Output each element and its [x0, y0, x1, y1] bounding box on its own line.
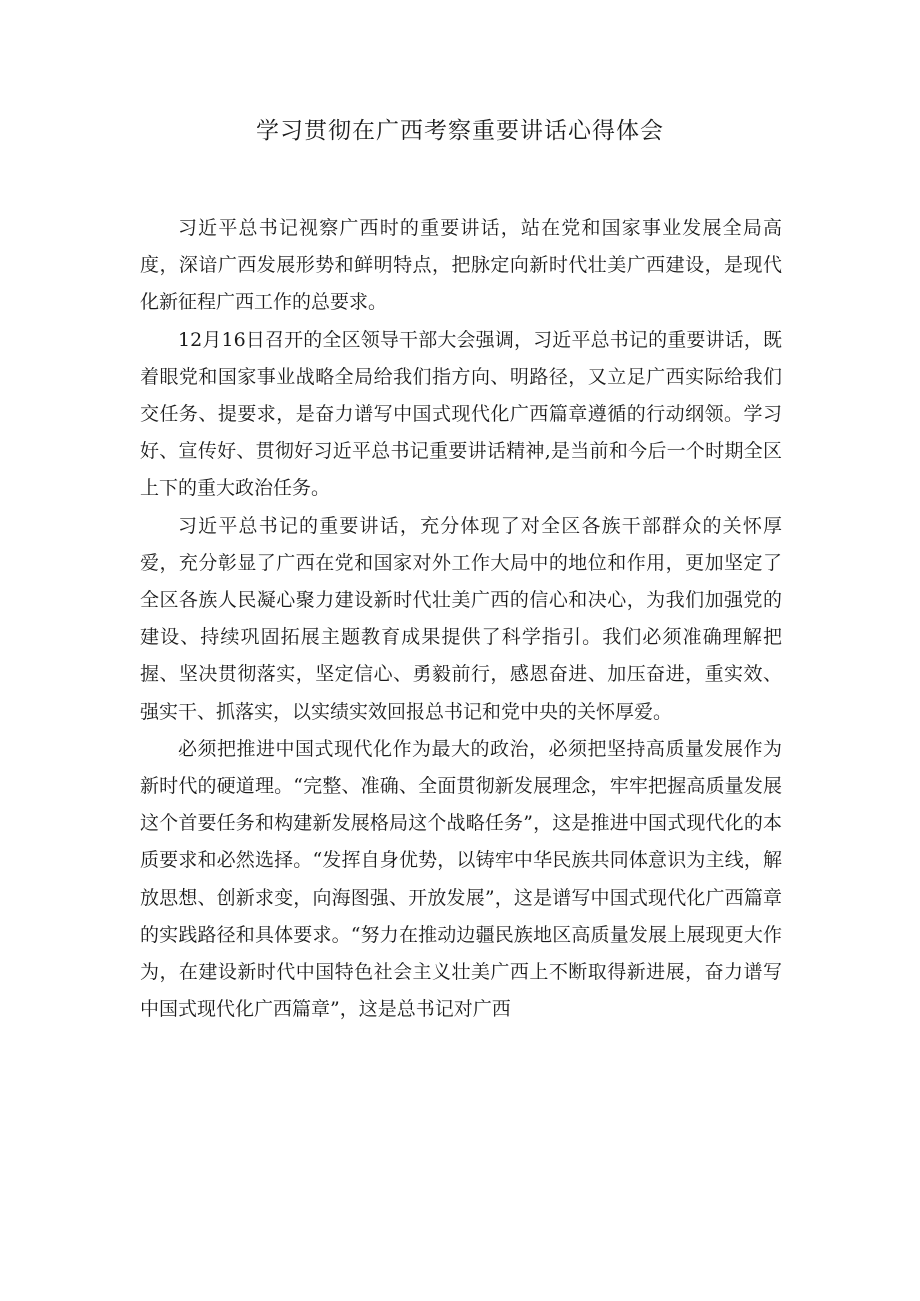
- paragraph-3: 习近平总书记的重要讲话，充分体现了对全区各族干部群众的关怀厚爱，充分彰显了广西在党和国家对外工作大局中的地位和作用，更加坚定了全区各族人民凝心聚力建设新时代壮美广西的信心和决心，为我们加强党的建设、持续巩固拓展主题教育成果提供了科学指引。我们必须准确理解把握、坚决贯彻落实，坚定信心、勇毅前行，感恩奋进、加压奋进，重实效、强实干、抓落实，以实绩实效回报总书记和党中央的关怀厚爱。: [140, 514, 782, 723]
- paragraph-2: 12月16日召开的全区领导干部大会强调，习近平总书记的重要讲话，既着眼党和国家事业战略全局给我们指方向、明路径，又立足广西实际给我们交任务、提要求，是奋力谱写中国式现代化广西篇章遵循的行动纲领。学习好、宣传好、贯彻好习近平总书记重要讲话精神,是当前和今后一个时期全区上下的重大政治任务。: [140, 328, 782, 500]
- document-body: [140, 210, 782, 1028]
- document-title: 学习贯彻在广西考察重要讲话心得体会: [256, 118, 664, 144]
- paragraph-1: 习近平总书记视察广西时的重要讲话，站在党和国家事业发展全局高度，深谙广西发展形势和鲜明特点，把脉定向新时代壮美广西建设，是现代化新征程广西工作的总要求。: [140, 217, 782, 314]
- paragraph-4: 必须把推进中国式现代化作为最大的政治，必须把坚持高质量发展作为新时代的硬道理。“完整、准确、全面贯彻新发展理念，牢牢把握高质量发展这个首要任务和构建新发展格局这个战略任务”，这是推进中国式现代化的本质要求和必然选择。“发挥自身优势，以铸牢中华民族共同体意识为主线，解放思想、创新求变，向海图强、开放发展”，这是谱写中国式现代化广西篇章的实践路径和具体要求。“努力在推动边疆民族地区高质量发展上展现更大作为，在建设新时代中国特色社会主义壮美广西上不断取得新进展，奋力谱写中国式现代化广西篇章”，这是总书记对广西: [140, 737, 782, 1021]
